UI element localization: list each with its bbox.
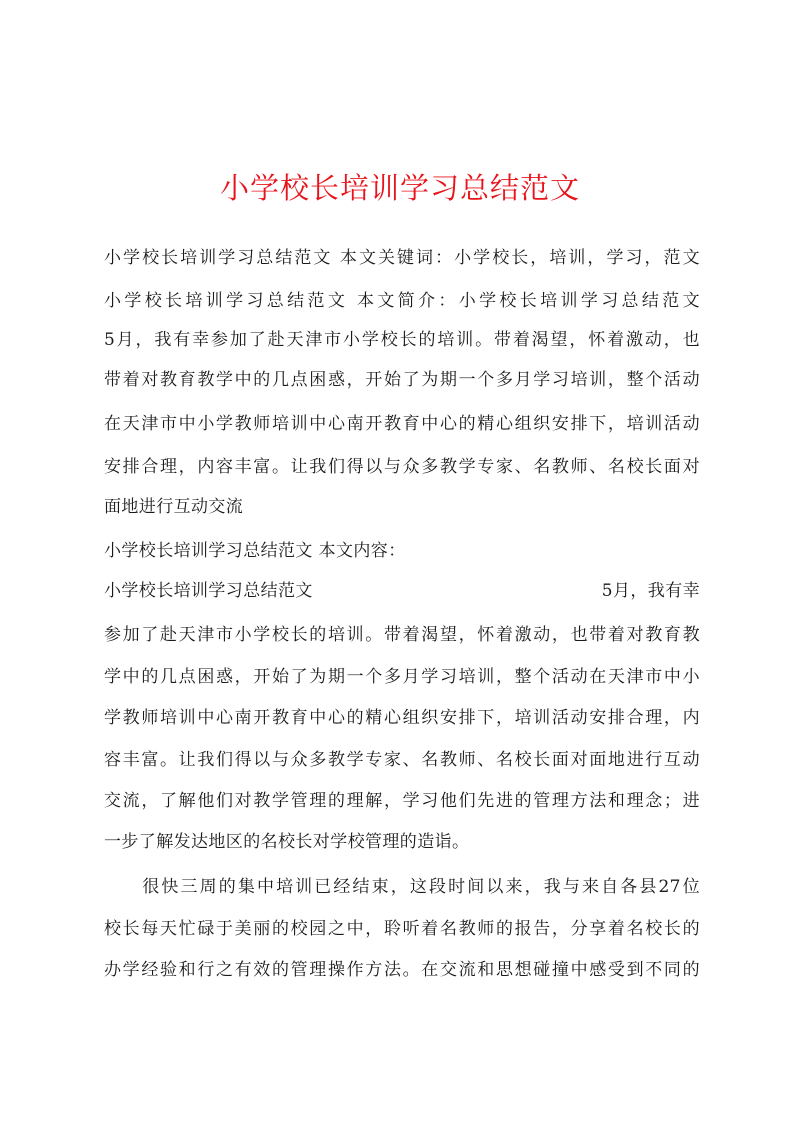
paragraph-line: 小学校长培训学习总结范文 本文简介：小学校长培训学习总结范文	[104, 291, 700, 311]
paragraph-line: 带着对教育教学中的几点困惑，开始了为期一个多月学习培训，整个活动	[104, 370, 700, 390]
paragraph-line: 办学经验和行之有效的管理操作方法。在交流和思想碰撞中感受到不同的	[104, 960, 700, 980]
paragraph-line: 学中的几点困惑，开始了为期一个多月学习培训，整个活动在天津市中小	[104, 667, 700, 687]
paragraph-line: 容丰富。让我们得以与众多教学专家、名教师、名校长面对面地进行互动	[104, 750, 700, 770]
paragraph-line: 学教师培训中心南开教育中心的精心组织安排下，培训活动安排合理，内	[104, 708, 700, 728]
paragraph-line: 5月，我有幸参加了赴天津市小学校长的培训。带着渴望，怀着激动，也	[104, 330, 700, 350]
paragraph-line: 安排合理，内容丰富。让我们得以与众多教学专家、名教师、名校长面对	[104, 457, 700, 477]
paragraph-line: 面地进行互动交流	[104, 497, 244, 517]
paragraph-line: 参加了赴天津市小学校长的培训。带着渴望，怀着激动，也带着对教育教	[104, 625, 700, 645]
paragraph-line: 很快三周的集中培训已经结束，这段时间以来，我与来自各县27位	[104, 877, 700, 897]
split-line-right: 5月，我有幸	[601, 581, 700, 601]
paragraph-line: 一步了解发达地区的名校长对学校管理的造诣。	[104, 832, 470, 852]
paragraph-line: 校长每天忙碌于美丽的校园之中，聆听着名教师的报告，分享着名校长的	[104, 919, 700, 939]
section-heading: 小学校长培训学习总结范文 本文内容：	[104, 541, 406, 561]
paragraph-line: 交流，了解他们对教学管理的理解，学习他们先进的管理方法和理念；进	[104, 791, 700, 811]
split-line-left: 小学校长培训学习总结范文	[104, 581, 313, 601]
split-line	[104, 572, 700, 610]
document-title: 小学校长培训学习总结范文	[219, 171, 580, 205]
paragraph-line: 在天津市中小学教师培训中心南开教育中心的精心组织安排下，培训活动	[104, 414, 700, 434]
paragraph-line: 小学校长培训学习总结范文 本文关键词：小学校长，培训，学习，范文	[104, 248, 700, 268]
